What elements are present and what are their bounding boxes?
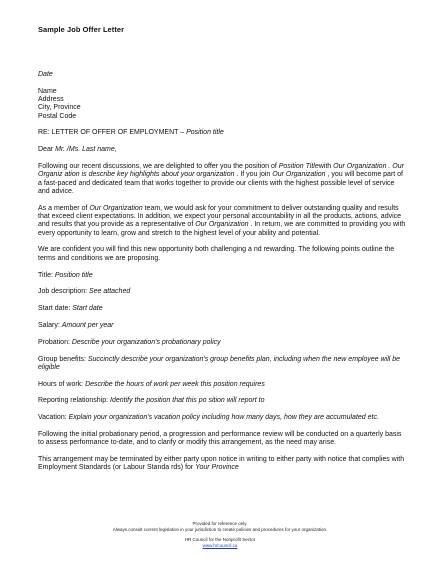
footer-organization: HR Council for the Nonprofit Sector	[184, 537, 256, 543]
recipient-name: Name	[38, 87, 57, 95]
page-footer	[0, 521, 440, 548]
term-job-description: Job description: See attached	[38, 288, 131, 296]
paragraph-termination: This arrangement may be terminated by either party upon notice in writing to either party with notice that complies with Employment Standards (or Labour Standa rds) for Your Province	[38, 456, 405, 472]
paragraph-review: Following the initial probationary period, a progression and performance review will be conducted on a quarterly basis to assess performance to-date, and to clarify or modify this arrangement, as the need may arise.	[38, 431, 402, 447]
recipient-address: Address	[38, 96, 64, 104]
term-vacation: Vacation: Explain your organization's vacation policy including how many days, how they are accumulated etc.	[38, 414, 379, 422]
term-probation: Probation: Describe your organization's probationary policy	[38, 338, 221, 346]
footer-disclaimer: Provided for reference only.	[192, 521, 248, 526]
term-title: Title: Position title	[38, 271, 93, 279]
page-title: Sample Job Offer Letter	[38, 25, 125, 34]
term-reporting: Reporting relationship: Identify the position that this po sition will report to	[38, 397, 265, 405]
paragraph-commitment: As a member of Our Organization team, we would ask for your commitment to deliver outstanding quality and results that exceed client expectations. In addition, we expect your personal accountability in all the products, actions, advice and results that you provide as a representative of Our Organization . In return, we are committed to providing you with every opportunity to learn, grow and stretch to the highest level of your ability and potential.	[38, 204, 406, 237]
recipient-postal: Postal Code	[38, 112, 77, 120]
paragraph-intro: Following our recent discussions, we are delighted to offer you the position of Position Titlewith Our Organization . Our Organiz ation is describe key highlights about your organization . If you join Our Organization , you will become part of a fast-paced and dedicated team that works together to provide our clients with the highest possible level of service and advice.	[38, 163, 404, 195]
footer-website-link[interactable]: www.hrcouncil.ca	[202, 542, 238, 548]
term-hours-of-work: Hours of work: Describe the hours of work per week this position requires	[38, 380, 265, 388]
paragraph-confidence: We are confident you will find this new opportunity both challenging a nd rewarding. The following points outline the terms and conditions we are proposing.	[38, 246, 395, 262]
recipient-city: City, Province	[38, 104, 81, 112]
date-placeholder: Date	[38, 71, 53, 78]
term-salary: Salary: Amount per year	[38, 321, 114, 329]
footer-legislation-note: Always consult current legislation in your jurisdiction to create policies and procedures for your organization.	[112, 526, 328, 532]
term-start-date: Start date: Start date	[38, 305, 103, 313]
letter-body	[38, 71, 406, 473]
salutation: Dear Mr. /Ms. Last name,	[38, 146, 117, 154]
re-line: RE: LETTER OF OFFER OF EMPLOYMENT – Position title	[38, 129, 224, 137]
term-group-benefits: Group benefits: Succinctly describe your organization's group benefits plan, including when the new employee will be eligible	[38, 355, 401, 371]
